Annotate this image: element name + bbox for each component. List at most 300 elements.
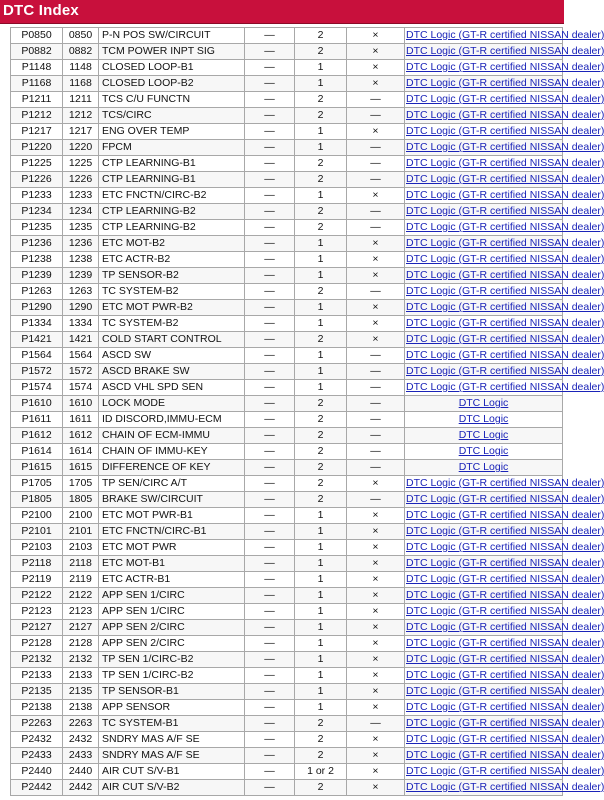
dtc-item-name-cell: AIR CUT S/V-B1 bbox=[99, 764, 245, 780]
table-row bbox=[11, 540, 563, 556]
reference-cell bbox=[405, 236, 604, 252]
dtc-logic-link[interactable]: DTC Logic (GT-R certified NISSAN dealer) bbox=[406, 637, 604, 649]
dtc-item-name-cell: SNDRY MAS A/F SE bbox=[99, 748, 245, 764]
table-row bbox=[11, 252, 563, 268]
dtc-code-cell: P1574 bbox=[11, 380, 63, 396]
dtc-logic-link[interactable]: DTC Logic bbox=[458, 413, 509, 425]
table-row bbox=[11, 780, 563, 796]
dtc-code-cell: P1220 bbox=[11, 140, 63, 156]
mil-cell: 2 bbox=[295, 716, 347, 732]
dtc-logic-link[interactable]: DTC Logic (GT-R certified NISSAN dealer) bbox=[406, 701, 604, 713]
dtc-code-cell: P1564 bbox=[11, 348, 63, 364]
dtc-logic-link[interactable]: DTC Logic (GT-R certified NISSAN dealer) bbox=[406, 61, 604, 73]
trip-cell: — bbox=[245, 300, 295, 316]
trip-cell: — bbox=[245, 108, 295, 124]
table-row bbox=[11, 92, 563, 108]
dtc-code-cell: P1148 bbox=[11, 60, 63, 76]
table-row bbox=[11, 268, 563, 284]
dtc-logic-link[interactable]: DTC Logic (GT-R certified NISSAN dealer) bbox=[406, 45, 604, 57]
dtc-number-cell: 1236 bbox=[63, 236, 99, 252]
dtc-logic-link[interactable]: DTC Logic (GT-R certified NISSAN dealer) bbox=[406, 125, 604, 137]
mil-cell: 1 bbox=[295, 316, 347, 332]
mil-cell: 1 bbox=[295, 700, 347, 716]
dtc-item-name-cell: BRAKE SW/CIRCUIT bbox=[99, 492, 245, 508]
table-row bbox=[11, 76, 563, 92]
dtc-code-cell: P2119 bbox=[11, 572, 63, 588]
indicator-cell: — bbox=[347, 428, 405, 444]
indicator-cell: × bbox=[347, 28, 405, 44]
reference-cell bbox=[405, 636, 604, 652]
reference-cell bbox=[405, 396, 563, 412]
reference-cell bbox=[405, 316, 604, 332]
dtc-item-name-cell: APP SEN 1/CIRC bbox=[99, 588, 245, 604]
dtc-number-cell: 2122 bbox=[63, 588, 99, 604]
dtc-logic-link[interactable]: DTC Logic (GT-R certified NISSAN dealer) bbox=[406, 109, 604, 121]
trip-cell: — bbox=[245, 268, 295, 284]
dtc-code-cell: P1239 bbox=[11, 268, 63, 284]
dtc-index-header bbox=[0, 0, 564, 24]
dtc-logic-link[interactable]: DTC Logic (GT-R certified NISSAN dealer) bbox=[406, 477, 604, 489]
table-row bbox=[11, 668, 563, 684]
trip-cell: — bbox=[245, 348, 295, 364]
reference-cell bbox=[405, 668, 604, 684]
table-row bbox=[11, 700, 563, 716]
dtc-item-name-cell: ETC MOT-B1 bbox=[99, 556, 245, 572]
dtc-number-cell: 2138 bbox=[63, 700, 99, 716]
indicator-cell: × bbox=[347, 316, 405, 332]
mil-cell: 2 bbox=[295, 172, 347, 188]
indicator-cell: — bbox=[347, 204, 405, 220]
dtc-logic-link[interactable]: DTC Logic (GT-R certified NISSAN dealer) bbox=[406, 189, 604, 201]
table-row bbox=[11, 28, 563, 44]
trip-cell: — bbox=[245, 124, 295, 140]
dtc-logic-link[interactable]: DTC Logic (GT-R certified NISSAN dealer) bbox=[406, 589, 604, 601]
reference-cell bbox=[405, 492, 604, 508]
reference-cell bbox=[405, 124, 604, 140]
dtc-code-cell: P1705 bbox=[11, 476, 63, 492]
trip-cell: — bbox=[245, 636, 295, 652]
indicator-cell: × bbox=[347, 588, 405, 604]
mil-cell: 1 bbox=[295, 140, 347, 156]
reference-cell bbox=[405, 540, 604, 556]
trip-cell: — bbox=[245, 316, 295, 332]
dtc-number-cell: 2263 bbox=[63, 716, 99, 732]
indicator-cell: — bbox=[347, 140, 405, 156]
dtc-number-cell: 2432 bbox=[63, 732, 99, 748]
trip-cell: — bbox=[245, 780, 295, 796]
dtc-code-cell: P1805 bbox=[11, 492, 63, 508]
table-row bbox=[11, 284, 563, 300]
dtc-code-cell: P2127 bbox=[11, 620, 63, 636]
dtc-code-cell: P1225 bbox=[11, 156, 63, 172]
table-row bbox=[11, 140, 563, 156]
mil-cell: 1 bbox=[295, 572, 347, 588]
dtc-logic-link[interactable]: DTC Logic bbox=[458, 445, 509, 457]
table-row bbox=[11, 300, 563, 316]
dtc-number-cell: 1225 bbox=[63, 156, 99, 172]
indicator-cell: × bbox=[347, 748, 405, 764]
dtc-logic-link[interactable]: DTC Logic (GT-R certified NISSAN dealer) bbox=[406, 141, 604, 153]
dtc-number-cell: 1614 bbox=[63, 444, 99, 460]
reference-cell bbox=[405, 508, 604, 524]
dtc-item-name-cell: TC SYSTEM-B1 bbox=[99, 716, 245, 732]
dtc-number-cell: 1564 bbox=[63, 348, 99, 364]
reference-cell bbox=[405, 444, 563, 460]
dtc-item-name-cell: ASCD SW bbox=[99, 348, 245, 364]
trip-cell: — bbox=[245, 716, 295, 732]
trip-cell: — bbox=[245, 652, 295, 668]
dtc-item-name-cell: CLOSED LOOP-B1 bbox=[99, 60, 245, 76]
mil-cell: 2 bbox=[295, 396, 347, 412]
dtc-number-cell: 1148 bbox=[63, 60, 99, 76]
dtc-logic-link[interactable]: DTC Logic (GT-R certified NISSAN dealer) bbox=[406, 653, 604, 665]
dtc-logic-link[interactable]: DTC Logic bbox=[458, 429, 509, 441]
dtc-logic-link[interactable]: DTC Logic (GT-R certified NISSAN dealer) bbox=[406, 93, 604, 105]
indicator-cell: — bbox=[347, 444, 405, 460]
dtc-logic-link[interactable]: DTC Logic (GT-R certified NISSAN dealer) bbox=[406, 765, 604, 777]
dtc-item-name-cell: ETC MOT PWR bbox=[99, 540, 245, 556]
indicator-cell: — bbox=[347, 412, 405, 428]
trip-cell: — bbox=[245, 524, 295, 540]
mil-cell: 2 bbox=[295, 284, 347, 300]
dtc-logic-link[interactable]: DTC Logic (GT-R certified NISSAN dealer) bbox=[406, 525, 604, 537]
mil-cell: 2 bbox=[295, 732, 347, 748]
dtc-number-cell: 1611 bbox=[63, 412, 99, 428]
mil-cell: 2 bbox=[295, 204, 347, 220]
mil-cell: 1 bbox=[295, 588, 347, 604]
indicator-cell: — bbox=[347, 284, 405, 300]
table-row bbox=[11, 220, 563, 236]
indicator-cell: × bbox=[347, 60, 405, 76]
dtc-number-cell: 1220 bbox=[63, 140, 99, 156]
table-row bbox=[11, 524, 563, 540]
dtc-item-name-cell: CLOSED LOOP-B2 bbox=[99, 76, 245, 92]
dtc-number-cell: 1235 bbox=[63, 220, 99, 236]
indicator-cell: × bbox=[347, 252, 405, 268]
reference-cell bbox=[405, 300, 604, 316]
table-row bbox=[11, 732, 563, 748]
dtc-logic-link[interactable]: DTC Logic (GT-R certified NISSAN dealer) bbox=[406, 685, 604, 697]
mil-cell: 2 bbox=[295, 28, 347, 44]
dtc-number-cell: 2132 bbox=[63, 652, 99, 668]
reference-cell bbox=[405, 588, 604, 604]
indicator-cell: × bbox=[347, 44, 405, 60]
dtc-table-container bbox=[10, 27, 604, 796]
dtc-logic-link[interactable]: DTC Logic (GT-R certified NISSAN dealer) bbox=[406, 157, 604, 169]
dtc-logic-link[interactable]: DTC Logic (GT-R certified NISSAN dealer) bbox=[406, 509, 604, 521]
trip-cell: — bbox=[245, 460, 295, 476]
table-row bbox=[11, 460, 563, 476]
dtc-code-cell: P1212 bbox=[11, 108, 63, 124]
mil-cell: 2 bbox=[295, 460, 347, 476]
table-row bbox=[11, 108, 563, 124]
trip-cell: — bbox=[245, 76, 295, 92]
table-row bbox=[11, 204, 563, 220]
dtc-logic-link[interactable]: DTC Logic bbox=[458, 397, 509, 409]
dtc-logic-link[interactable]: DTC Logic (GT-R certified NISSAN dealer) bbox=[406, 605, 604, 617]
indicator-cell: × bbox=[347, 476, 405, 492]
mil-cell: 2 bbox=[295, 156, 347, 172]
dtc-number-cell: 2128 bbox=[63, 636, 99, 652]
indicator-cell: — bbox=[347, 396, 405, 412]
dtc-item-name-cell: APP SEN 1/CIRC bbox=[99, 604, 245, 620]
dtc-code-cell: P1217 bbox=[11, 124, 63, 140]
dtc-number-cell: 1615 bbox=[63, 460, 99, 476]
trip-cell: — bbox=[245, 236, 295, 252]
dtc-number-cell: 1211 bbox=[63, 92, 99, 108]
reference-cell bbox=[405, 748, 604, 764]
dtc-item-name-cell: ETC FNCTN/CIRC-B2 bbox=[99, 188, 245, 204]
mil-cell: 2 bbox=[295, 492, 347, 508]
trip-cell: — bbox=[245, 444, 295, 460]
table-row bbox=[11, 348, 563, 364]
indicator-cell: × bbox=[347, 300, 405, 316]
dtc-code-cell: P2122 bbox=[11, 588, 63, 604]
table-row bbox=[11, 444, 563, 460]
dtc-logic-link[interactable]: DTC Logic (GT-R certified NISSAN dealer) bbox=[406, 333, 604, 345]
reference-cell bbox=[405, 252, 604, 268]
dtc-logic-link[interactable]: DTC Logic (GT-R certified NISSAN dealer) bbox=[406, 493, 604, 505]
dtc-number-cell: 2123 bbox=[63, 604, 99, 620]
table-row bbox=[11, 588, 563, 604]
dtc-logic-link[interactable]: DTC Logic (GT-R certified NISSAN dealer) bbox=[406, 301, 604, 313]
dtc-code-cell: P1168 bbox=[11, 76, 63, 92]
dtc-table-body bbox=[11, 28, 604, 796]
indicator-cell: × bbox=[347, 76, 405, 92]
indicator-cell: — bbox=[347, 380, 405, 396]
trip-cell: — bbox=[245, 588, 295, 604]
trip-cell: — bbox=[245, 220, 295, 236]
mil-cell: 1 bbox=[295, 604, 347, 620]
dtc-item-name-cell: P-N POS SW/CIRCUIT bbox=[99, 28, 245, 44]
dtc-code-cell: P1263 bbox=[11, 284, 63, 300]
reference-cell bbox=[405, 28, 604, 44]
indicator-cell: — bbox=[347, 108, 405, 124]
dtc-logic-link[interactable]: DTC Logic (GT-R certified NISSAN dealer) bbox=[406, 749, 604, 761]
dtc-item-name-cell: ASCD VHL SPD SEN bbox=[99, 380, 245, 396]
dtc-item-name-cell: TCM POWER INPT SIG bbox=[99, 44, 245, 60]
dtc-code-cell: P1226 bbox=[11, 172, 63, 188]
mil-cell: 2 bbox=[295, 748, 347, 764]
dtc-logic-link[interactable]: DTC Logic (GT-R certified NISSAN dealer) bbox=[406, 669, 604, 681]
mil-cell: 1 bbox=[295, 236, 347, 252]
dtc-logic-link[interactable]: DTC Logic (GT-R certified NISSAN dealer) bbox=[406, 77, 604, 89]
dtc-number-cell: 1263 bbox=[63, 284, 99, 300]
dtc-logic-link[interactable]: DTC Logic (GT-R certified NISSAN dealer) bbox=[406, 557, 604, 569]
mil-cell: 2 bbox=[295, 92, 347, 108]
dtc-logic-link[interactable]: DTC Logic (GT-R certified NISSAN dealer) bbox=[406, 717, 604, 729]
indicator-cell: × bbox=[347, 764, 405, 780]
dtc-item-name-cell: ETC ACTR-B1 bbox=[99, 572, 245, 588]
dtc-logic-link[interactable]: DTC Logic (GT-R certified NISSAN dealer) bbox=[406, 573, 604, 585]
dtc-item-name-cell: TP SENSOR-B1 bbox=[99, 684, 245, 700]
dtc-number-cell: 2442 bbox=[63, 780, 99, 796]
table-row bbox=[11, 188, 563, 204]
trip-cell: — bbox=[245, 156, 295, 172]
reference-cell bbox=[405, 348, 604, 364]
dtc-item-name-cell: TP SEN 1/CIRC-B2 bbox=[99, 652, 245, 668]
mil-cell: 1 bbox=[295, 508, 347, 524]
indicator-cell: × bbox=[347, 780, 405, 796]
dtc-item-name-cell: COLD START CONTROL bbox=[99, 332, 245, 348]
indicator-cell: × bbox=[347, 556, 405, 572]
mil-cell: 1 bbox=[295, 540, 347, 556]
indicator-cell: × bbox=[347, 508, 405, 524]
trip-cell: — bbox=[245, 412, 295, 428]
indicator-cell: × bbox=[347, 524, 405, 540]
reference-cell bbox=[405, 156, 604, 172]
indicator-cell: × bbox=[347, 700, 405, 716]
dtc-number-cell: 2101 bbox=[63, 524, 99, 540]
dtc-logic-link[interactable]: DTC Logic (GT-R certified NISSAN dealer) bbox=[406, 269, 604, 281]
dtc-logic-link[interactable]: DTC Logic (GT-R certified NISSAN dealer) bbox=[406, 349, 604, 361]
dtc-logic-link[interactable]: DTC Logic (GT-R certified NISSAN dealer) bbox=[406, 381, 604, 393]
table-row bbox=[11, 124, 563, 140]
mil-cell: 1 bbox=[295, 300, 347, 316]
trip-cell: — bbox=[245, 92, 295, 108]
trip-cell: — bbox=[245, 668, 295, 684]
dtc-logic-link[interactable]: DTC Logic (GT-R certified NISSAN dealer) bbox=[406, 621, 604, 633]
table-row bbox=[11, 44, 563, 60]
dtc-item-name-cell: CTP LEARNING-B1 bbox=[99, 172, 245, 188]
dtc-number-cell: 1610 bbox=[63, 396, 99, 412]
table-row bbox=[11, 316, 563, 332]
indicator-cell: — bbox=[347, 492, 405, 508]
reference-cell bbox=[405, 460, 563, 476]
dtc-logic-link[interactable]: DTC Logic (GT-R certified NISSAN dealer) bbox=[406, 221, 604, 233]
dtc-code-cell: P1610 bbox=[11, 396, 63, 412]
table-row bbox=[11, 604, 563, 620]
indicator-cell: × bbox=[347, 236, 405, 252]
indicator-cell: × bbox=[347, 572, 405, 588]
trip-cell: — bbox=[245, 572, 295, 588]
dtc-code-cell: P2132 bbox=[11, 652, 63, 668]
indicator-cell: × bbox=[347, 668, 405, 684]
trip-cell: — bbox=[245, 204, 295, 220]
table-row bbox=[11, 412, 563, 428]
dtc-logic-link[interactable]: DTC Logic (GT-R certified NISSAN dealer) bbox=[406, 781, 604, 793]
dtc-logic-link[interactable]: DTC Logic (GT-R certified NISSAN dealer) bbox=[406, 365, 604, 377]
dtc-code-cell: P2263 bbox=[11, 716, 63, 732]
dtc-code-cell: P2101 bbox=[11, 524, 63, 540]
trip-cell: — bbox=[245, 364, 295, 380]
indicator-cell: × bbox=[347, 604, 405, 620]
dtc-logic-link[interactable]: DTC Logic (GT-R certified NISSAN dealer) bbox=[406, 541, 604, 553]
dtc-item-name-cell: TP SEN/CIRC A/T bbox=[99, 476, 245, 492]
table-row bbox=[11, 476, 563, 492]
dtc-number-cell: 1233 bbox=[63, 188, 99, 204]
mil-cell: 1 bbox=[295, 524, 347, 540]
dtc-item-name-cell: CHAIN OF IMMU-KEY bbox=[99, 444, 245, 460]
dtc-number-cell: 2127 bbox=[63, 620, 99, 636]
mil-cell: 2 bbox=[295, 412, 347, 428]
dtc-logic-link[interactable]: DTC Logic (GT-R certified NISSAN dealer) bbox=[406, 253, 604, 265]
dtc-logic-link[interactable]: DTC Logic (GT-R certified NISSAN dealer) bbox=[406, 29, 604, 41]
indicator-cell: × bbox=[347, 332, 405, 348]
mil-cell: 1 bbox=[295, 620, 347, 636]
reference-cell bbox=[405, 620, 604, 636]
dtc-item-name-cell: TP SEN 1/CIRC-B2 bbox=[99, 668, 245, 684]
indicator-cell: × bbox=[347, 188, 405, 204]
dtc-number-cell: 1290 bbox=[63, 300, 99, 316]
dtc-number-cell: 1574 bbox=[63, 380, 99, 396]
trip-cell: — bbox=[245, 332, 295, 348]
indicator-cell: × bbox=[347, 620, 405, 636]
reference-cell bbox=[405, 140, 604, 156]
dtc-code-cell: P2100 bbox=[11, 508, 63, 524]
dtc-code-cell: P2440 bbox=[11, 764, 63, 780]
trip-cell: — bbox=[245, 44, 295, 60]
dtc-number-cell: 1212 bbox=[63, 108, 99, 124]
dtc-number-cell: 1572 bbox=[63, 364, 99, 380]
dtc-code-cell: P2123 bbox=[11, 604, 63, 620]
dtc-logic-link[interactable]: DTC Logic (GT-R certified NISSAN dealer) bbox=[406, 317, 604, 329]
table-row bbox=[11, 556, 563, 572]
dtc-number-cell: 0850 bbox=[63, 28, 99, 44]
page-title: DTC Index bbox=[3, 2, 79, 19]
dtc-logic-link[interactable]: DTC Logic (GT-R certified NISSAN dealer) bbox=[406, 237, 604, 249]
trip-cell: — bbox=[245, 620, 295, 636]
dtc-number-cell: 1226 bbox=[63, 172, 99, 188]
table-row bbox=[11, 364, 563, 380]
dtc-item-name-cell: CTP LEARNING-B2 bbox=[99, 220, 245, 236]
table-row bbox=[11, 620, 563, 636]
trip-cell: — bbox=[245, 700, 295, 716]
table-row bbox=[11, 492, 563, 508]
dtc-logic-link[interactable]: DTC Logic (GT-R certified NISSAN dealer) bbox=[406, 205, 604, 217]
dtc-code-cell: P1334 bbox=[11, 316, 63, 332]
table-row bbox=[11, 172, 563, 188]
dtc-number-cell: 1334 bbox=[63, 316, 99, 332]
dtc-table bbox=[10, 27, 604, 796]
dtc-code-cell: P1234 bbox=[11, 204, 63, 220]
dtc-logic-link[interactable]: DTC Logic (GT-R certified NISSAN dealer) bbox=[406, 733, 604, 745]
dtc-code-cell: P2133 bbox=[11, 668, 63, 684]
dtc-logic-link[interactable]: DTC Logic (GT-R certified NISSAN dealer) bbox=[406, 173, 604, 185]
mil-cell: 1 bbox=[295, 188, 347, 204]
trip-cell: — bbox=[245, 284, 295, 300]
dtc-code-cell: P1236 bbox=[11, 236, 63, 252]
trip-cell: — bbox=[245, 508, 295, 524]
dtc-code-cell: P2433 bbox=[11, 748, 63, 764]
dtc-logic-link[interactable]: DTC Logic bbox=[458, 461, 509, 473]
dtc-item-name-cell: APP SENSOR bbox=[99, 700, 245, 716]
dtc-number-cell: 2119 bbox=[63, 572, 99, 588]
reference-cell bbox=[405, 268, 604, 284]
dtc-code-cell: P2118 bbox=[11, 556, 63, 572]
dtc-item-name-cell: TCS/CIRC bbox=[99, 108, 245, 124]
indicator-cell: — bbox=[347, 348, 405, 364]
trip-cell: — bbox=[245, 492, 295, 508]
dtc-code-cell: P2103 bbox=[11, 540, 63, 556]
reference-cell bbox=[405, 524, 604, 540]
dtc-item-name-cell: CHAIN OF ECM-IMMU bbox=[99, 428, 245, 444]
indicator-cell: — bbox=[347, 220, 405, 236]
dtc-item-name-cell: DIFFERENCE OF KEY bbox=[99, 460, 245, 476]
dtc-logic-link[interactable]: DTC Logic (GT-R certified NISSAN dealer) bbox=[406, 285, 604, 297]
dtc-number-cell: 1239 bbox=[63, 268, 99, 284]
dtc-item-name-cell: TP SENSOR-B2 bbox=[99, 268, 245, 284]
table-row bbox=[11, 652, 563, 668]
mil-cell: 1 or 2 bbox=[295, 764, 347, 780]
dtc-item-name-cell: CTP LEARNING-B2 bbox=[99, 204, 245, 220]
reference-cell bbox=[405, 428, 563, 444]
dtc-item-name-cell: ID DISCORD,IMMU-ECM bbox=[99, 412, 245, 428]
mil-cell: 2 bbox=[295, 108, 347, 124]
mil-cell: 1 bbox=[295, 252, 347, 268]
reference-cell bbox=[405, 188, 604, 204]
reference-cell bbox=[405, 92, 604, 108]
